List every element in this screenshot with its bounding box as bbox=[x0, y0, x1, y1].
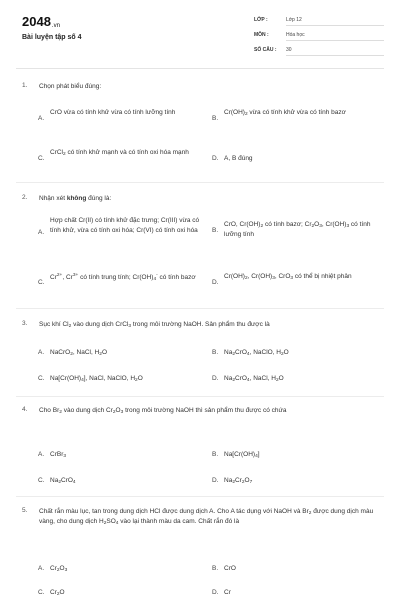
option-text: CrCl$_2$ có tính khử mạnh và có tính oxi hóa mạnh bbox=[50, 149, 189, 157]
option-text: $Cr(OH)_2$ vừa có tính khử vừa có tính bazơ bbox=[224, 109, 346, 117]
option-text: CrO vừa có tính khử vừa có tính lưỡng tính bbox=[50, 109, 176, 116]
question-number: 4. bbox=[22, 406, 28, 413]
option-letter: C. bbox=[38, 155, 45, 162]
header-divider bbox=[16, 68, 384, 69]
meta-key: LỚP : bbox=[254, 17, 268, 23]
meta-underline bbox=[286, 55, 384, 56]
meta-underline bbox=[286, 25, 384, 26]
option-text: NaCrO$_2$, NaCl, $H_2O$ bbox=[50, 349, 108, 357]
option-letter: A. bbox=[38, 451, 45, 458]
option-text: CrBr$_3$ bbox=[50, 451, 67, 459]
question-text: Cho $Br_2$ vào dung dịch $Cr_2O_3$ trong môi trường NaOH thì sản phẩm thu được có chứa bbox=[39, 407, 287, 415]
page-header bbox=[0, 0, 400, 70]
option-letter: B. bbox=[212, 115, 219, 122]
option-text: $Na_2Cr_2O_7$ bbox=[224, 477, 253, 485]
option-text: $Cr(OH)_2$, $Cr(OH)_3$, CrO$_3$ có thể bị nhiệt phân bbox=[224, 273, 352, 281]
question-text: Nhận xét không đúng là: bbox=[39, 195, 112, 202]
question-number: 5. bbox=[22, 507, 28, 514]
option-text: CrO, $Cr(OH)_2$ có tính bazơ; $Cr_2O_3$, $Cr(OH)_3$ có tính lưỡng tính bbox=[224, 221, 371, 239]
question-divider bbox=[16, 396, 384, 397]
option-letter: B. bbox=[212, 227, 219, 234]
option-text: A, B đúng bbox=[224, 155, 253, 162]
option-letter: C. bbox=[38, 279, 45, 286]
option-letter: D. bbox=[212, 155, 219, 162]
site-logo[interactable] bbox=[22, 14, 60, 29]
question-number: 2. bbox=[22, 194, 28, 201]
option-letter: A. bbox=[38, 115, 45, 122]
meta-value: Lớp 12 bbox=[286, 17, 302, 23]
logo-suffix: .vn bbox=[51, 23, 60, 29]
option-letter: C. bbox=[38, 375, 45, 382]
option-letter: C. bbox=[38, 477, 45, 484]
option-text: CrO bbox=[224, 565, 236, 572]
option-letter: B. bbox=[212, 451, 219, 458]
option-text: Cr bbox=[224, 589, 231, 596]
option-letter: A. bbox=[38, 349, 45, 356]
meta-value: Hóa học bbox=[286, 32, 305, 38]
option-letter: A. bbox=[38, 229, 45, 236]
question-text: Chất rắn màu lục, tan trong dung dịch HCl được dung dịch A. Cho A tác dụng với NaOH và $Br_2$ được dung dịch màu vàng, cho dung dịch $H_2SO_4$ vào lại thành màu da cam. Chất rắn đó là bbox=[39, 508, 374, 527]
option-text: $Na_2CrO_4$ bbox=[50, 477, 76, 485]
meta-key: SỐ CÂU : bbox=[254, 47, 277, 53]
meta-underline bbox=[286, 40, 384, 41]
option-letter: D. bbox=[212, 375, 219, 382]
option-letter: C. bbox=[38, 589, 45, 596]
option-text: $Na_2CrO_4$, NaCl, $H_2O$ bbox=[224, 375, 284, 383]
option-text: $Cr_2O$ bbox=[50, 589, 65, 597]
question-divider bbox=[16, 182, 384, 183]
logo-text: 2048 bbox=[22, 14, 51, 29]
option-text: $Na_2CrO_4$, NaClO, $H_2O$ bbox=[224, 349, 289, 357]
option-text: Hợp chất Cr(II) có tính khử đặc trưng; Cr(III) vừa có tính khử, vừa có tính oxi hóa; Cr(VI) có tính oxi hóa bbox=[50, 217, 200, 235]
meta-key: MÔN : bbox=[254, 32, 269, 38]
option-letter: D. bbox=[212, 477, 219, 484]
option-text: $Cr^{2+}$, $Cr^{3+}$ có tính trung tính; $Cr(OH)_4^-$ có tính bazơ bbox=[50, 273, 196, 282]
option-letter: B. bbox=[212, 565, 219, 572]
option-letter: B. bbox=[212, 349, 219, 356]
option-text: $Na[Cr(OH)_4]$ bbox=[224, 451, 260, 459]
option-letter: A. bbox=[38, 565, 45, 572]
question-number: 3. bbox=[22, 320, 28, 327]
question-divider bbox=[16, 308, 384, 309]
meta-value: 30 bbox=[286, 47, 292, 53]
option-text: $Cr_2O_3$ bbox=[50, 565, 68, 573]
option-text: $Na[Cr(OH)_4]$, NaCl, NaClO, $H_2O$ bbox=[50, 375, 143, 383]
option-letter: D. bbox=[212, 589, 219, 596]
quiz-title: Bài luyện tập số 4 bbox=[22, 34, 82, 41]
option-letter: D. bbox=[212, 279, 219, 286]
question-text: Chọn phát biểu đúng: bbox=[39, 83, 102, 90]
question-divider bbox=[16, 496, 384, 497]
question-number: 1. bbox=[22, 82, 28, 89]
question-text: Sục khí $Cl_2$ vào dung dịch CrCl$_3$ trong môi trường NaOH. Sản phẩm thu được là bbox=[39, 321, 270, 329]
